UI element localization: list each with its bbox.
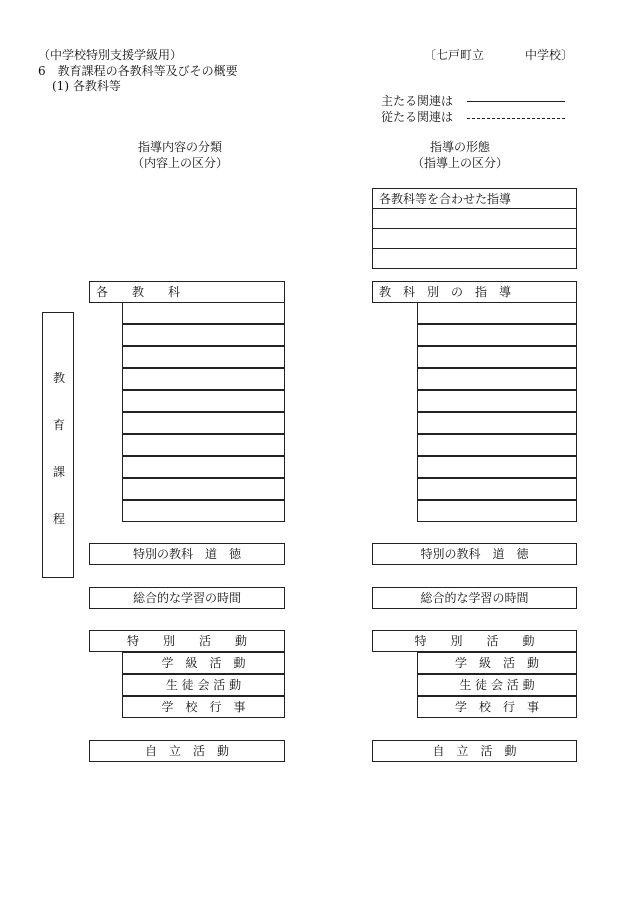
left-special-header — [89, 630, 285, 652]
combined-row — [372, 208, 577, 229]
left-student-council-label: 生 徒 会 活 動 — [165, 678, 242, 692]
right-subject-instruction-label: 教 科 別 の 指 導 — [379, 285, 512, 299]
left-student-council-row — [122, 674, 285, 696]
right-school-event-row — [417, 696, 577, 718]
curriculum-char-3: 課 — [53, 465, 66, 479]
right-special-header — [372, 630, 577, 652]
left-heading-2: （内容上の区分） — [131, 156, 228, 170]
legend-dashed-line — [467, 118, 565, 119]
left-subject-row — [122, 412, 285, 434]
right-moral-label: 特別の教科 道 徳 — [420, 547, 529, 561]
right-subject-row — [417, 390, 577, 412]
left-moral-box — [89, 543, 285, 565]
combined-row — [372, 228, 577, 249]
right-integrated-box — [372, 587, 577, 609]
right-subject-row — [417, 324, 577, 346]
left-special-label: 特 別 活 動 — [126, 634, 247, 648]
left-subject-row — [122, 500, 285, 522]
right-subject-row — [417, 302, 577, 324]
left-integrated-label: 総合的な学習の時間 — [132, 591, 241, 605]
right-class-activity-row — [417, 652, 577, 674]
school-prefix: 〔七戸町立 — [424, 48, 485, 62]
right-independence-box — [372, 740, 577, 762]
school-suffix: 中学校〕 — [525, 48, 574, 62]
category-label: （中学校特別支援学級用） — [38, 48, 183, 62]
right-student-council-row — [417, 674, 577, 696]
left-class-activity-row — [122, 652, 285, 674]
right-special-label: 特 別 活 動 — [414, 634, 535, 648]
right-subject-instruction-header — [372, 281, 577, 303]
legend-main-label: 主たる関連は — [381, 94, 454, 108]
left-subject-row — [122, 434, 285, 456]
combined-row — [372, 248, 577, 269]
right-subject-row — [417, 346, 577, 368]
subsection-title: (1) 各教科等 — [52, 79, 121, 93]
left-subject-row — [122, 478, 285, 500]
left-class-activity-label: 学 級 活 動 — [161, 656, 246, 670]
left-subject-row — [122, 390, 285, 412]
right-subject-row — [417, 500, 577, 522]
left-subject-row — [122, 346, 285, 368]
right-class-activity-label: 学 級 活 動 — [454, 656, 539, 670]
right-subject-row — [417, 412, 577, 434]
right-heading-2: （指導上の区分） — [411, 156, 508, 170]
left-subject-row — [122, 456, 285, 478]
left-independence-label: 自 立 活 動 — [144, 744, 229, 758]
right-school-event-label: 学 校 行 事 — [454, 700, 539, 714]
curriculum-box — [42, 312, 74, 578]
right-subject-row — [417, 456, 577, 478]
right-student-council-label: 生 徒 会 活 動 — [459, 678, 535, 692]
left-subjects-header — [89, 281, 285, 303]
left-independence-box — [89, 740, 285, 762]
right-independence-label: 自 立 活 動 — [432, 744, 517, 758]
left-school-event-row — [122, 696, 285, 718]
left-subject-row — [122, 368, 285, 390]
left-integrated-box — [89, 587, 285, 609]
legend-sub-label: 従たる関連は — [381, 110, 454, 124]
curriculum-char-1: 教 — [53, 371, 66, 385]
left-moral-label: 特別の教科 道 徳 — [132, 547, 241, 561]
right-moral-box — [372, 543, 577, 565]
right-heading-1: 指導の形態 — [429, 140, 490, 154]
right-subject-row — [417, 478, 577, 500]
left-school-event-label: 学 校 行 事 — [161, 700, 246, 714]
left-subjects-label: 各 教 科 — [96, 285, 181, 299]
curriculum-char-2: 育 — [53, 418, 66, 432]
legend-solid-line — [467, 101, 565, 102]
combined-instruction-label: 各教科等を合わせた指導 — [379, 192, 512, 206]
section-title: 6 教育課程の各教科等及びその概要 — [38, 64, 238, 78]
left-subject-row — [122, 302, 285, 324]
curriculum-char-4: 程 — [53, 512, 66, 526]
right-subject-row — [417, 434, 577, 456]
combined-instruction-header — [372, 188, 577, 209]
left-subject-row — [122, 324, 285, 346]
right-integrated-label: 総合的な学習の時間 — [420, 591, 529, 605]
left-heading-1: 指導内容の分類 — [137, 140, 222, 154]
right-subject-row — [417, 368, 577, 390]
